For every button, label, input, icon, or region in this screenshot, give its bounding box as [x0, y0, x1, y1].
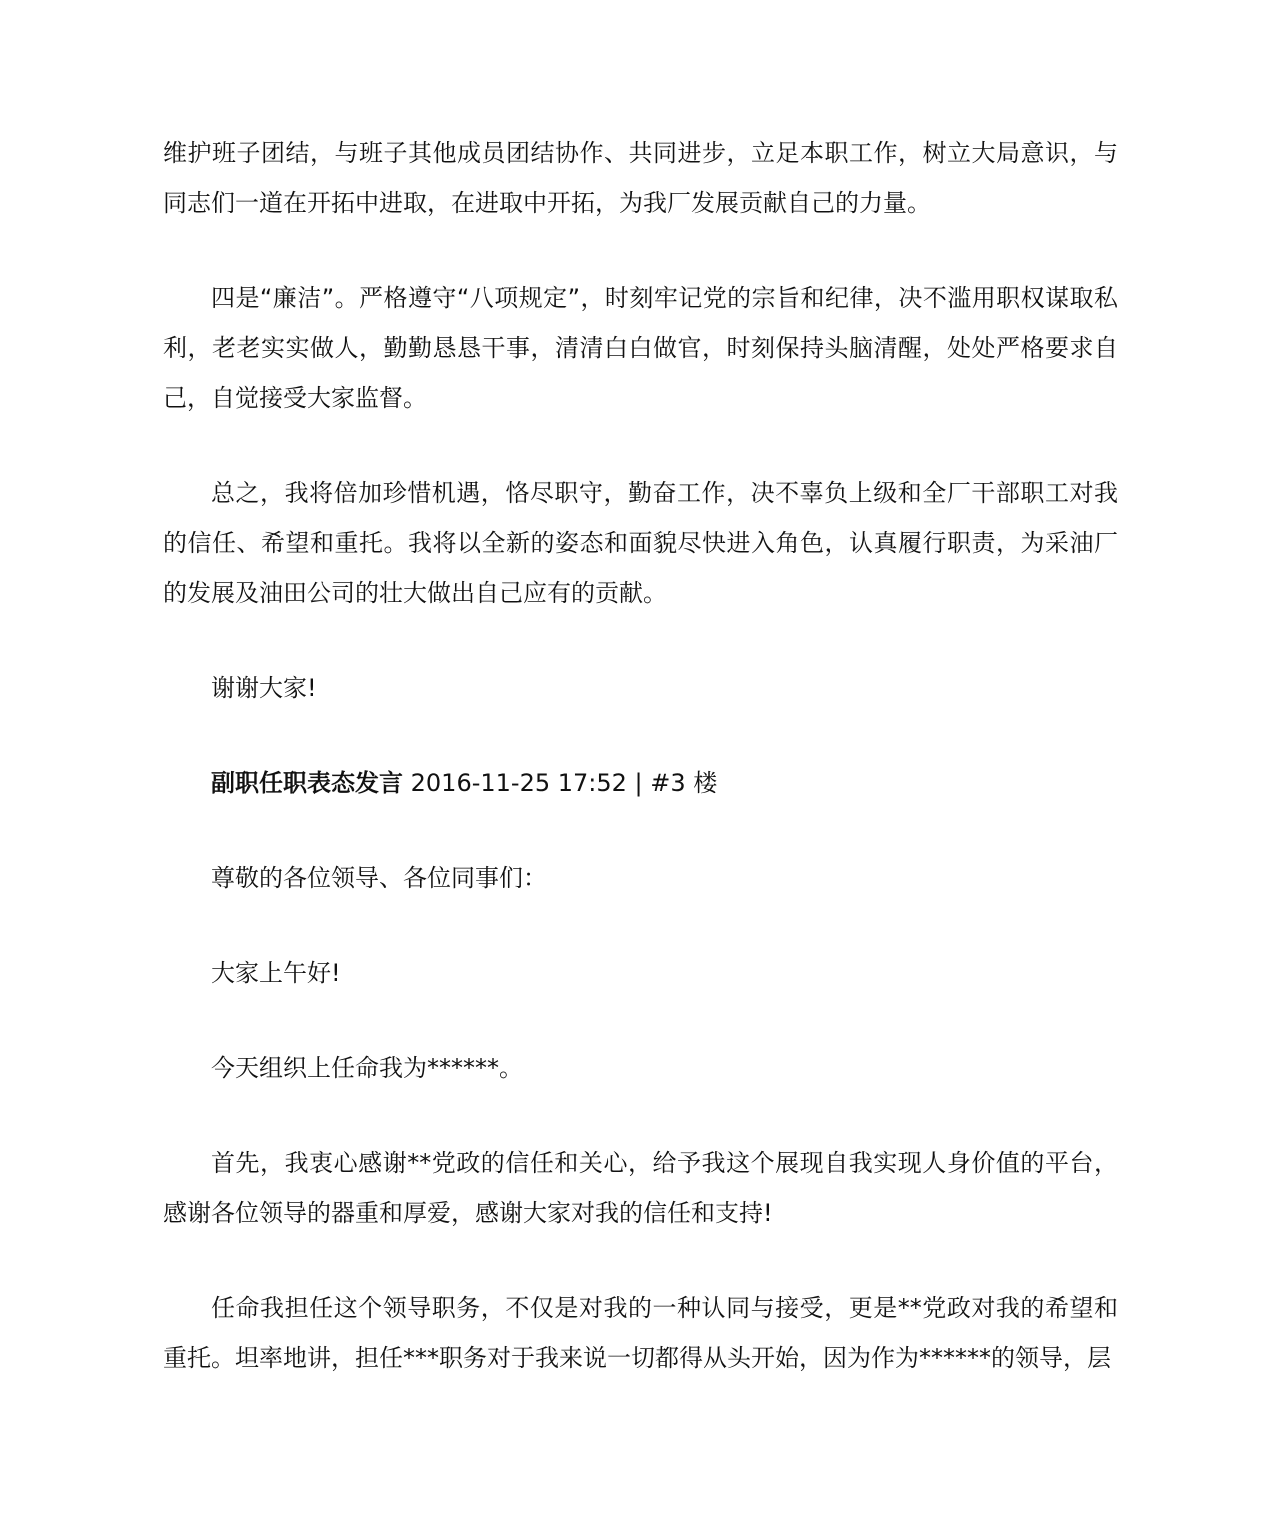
paragraph-responsibility: 任命我担任这个领导职务，不仅是对我的一种认同与接受，更是**党政对我的希望和重托。坦率地讲，担任***职务对于我来说一切都得从头开始，因为作为******的领导，层: [163, 1294, 1118, 1372]
paragraph-conclusion: 总之，我将倍加珍惜机遇，恪尽职守，勤奋工作，决不辜负上级和全厂干部职工对我的信任、希望和重托。我将以全新的姿态和面貌尽快进入角色，认真履行职责，为采油厂的发展及油田公司的壮大做出自己应有的贡献。: [163, 479, 1118, 607]
post-meta: 2016-11-25 17:52 | #3 楼: [403, 769, 718, 797]
paragraph-integrity: 四是“廉洁”。严格遵守“八项规定”，时刻牢记党的宗旨和纪律，决不滥用职权谋取私利，老老实实做人，勤勤恳恳干事，清清白白做官，时刻保持头脑清醒，处处严格要求自己，自觉接受大家监督。: [163, 284, 1118, 412]
post-header: [163, 758, 1118, 808]
paragraph-greeting-morning: 大家上午好!: [211, 959, 341, 987]
paragraph-unity: 维护班子团结，与班子其他成员团结协作、共同进步，立足本职工作，树立大局意识，与同志们一道在开拓中进取，在进取中开拓，为我厂发展贡献自己的力量。: [163, 139, 1118, 217]
paragraph-thanks: 谢谢大家!: [211, 674, 317, 702]
paragraph-appointment: 今天组织上任命我为******。: [211, 1054, 523, 1082]
post-title: 副职任职表态发言: [211, 769, 403, 797]
document-page: [163, 128, 1118, 1383]
paragraph-greeting-audience: 尊敬的各位领导、各位同事们：: [211, 864, 547, 892]
paragraph-gratitude: 首先，我衷心感谢**党政的信任和关心，给予我这个展现自我实现人身价值的平台，感谢各位领导的器重和厚爱，感谢大家对我的信任和支持!: [163, 1149, 1118, 1227]
